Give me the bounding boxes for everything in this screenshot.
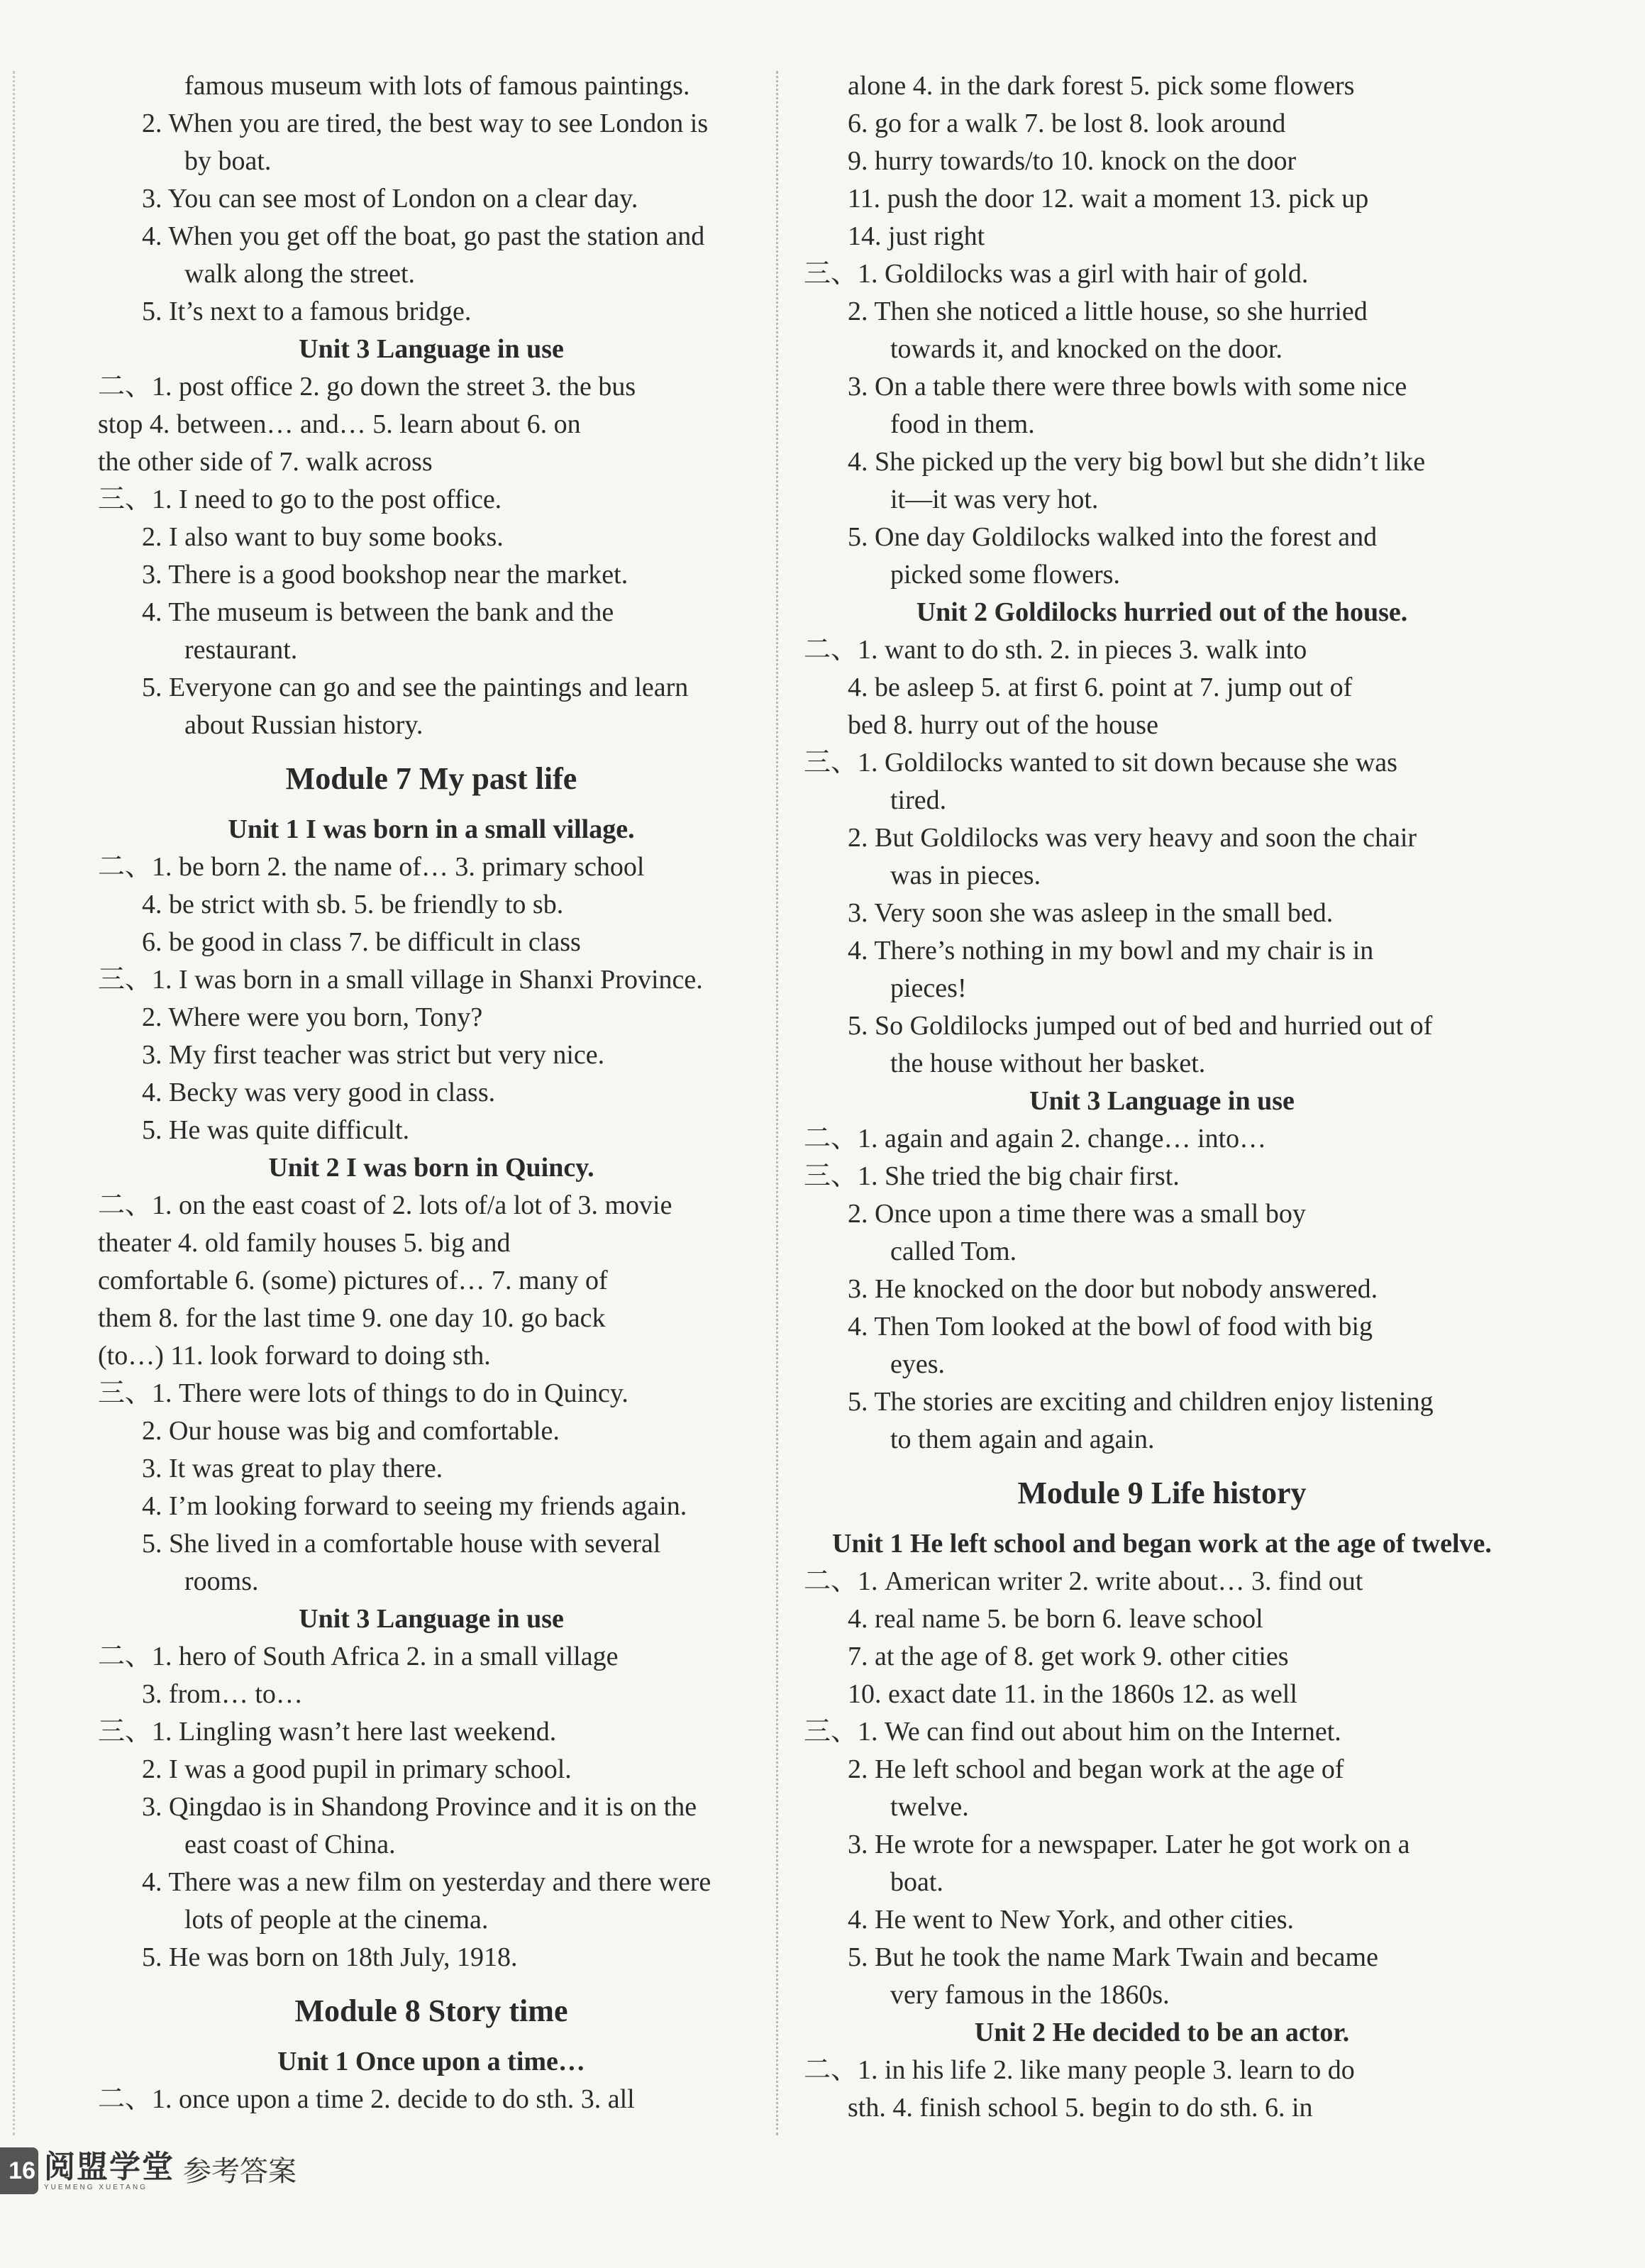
unit-heading: Unit 1 I was born in a small village. [228,814,635,844]
answer-line: 4. There’s nothing in my bowl and my chair is in [848,936,1374,966]
answer-line: 2. I also want to buy some books. [142,522,504,552]
answer-line: restaurant. [184,635,298,665]
answer-line: 3. Very soon she was asleep in the small bed. [848,898,1334,928]
answer-line: 5. He was quite difficult. [142,1115,410,1145]
answer-line: famous museum with lots of famous paintings. [184,71,690,101]
answer-line: 3. There is a good bookshop near the market. [142,560,628,590]
answer-line: theater 4. old family houses 5. big and [98,1228,511,1258]
answer-line: 4. be asleep 5. at first 6. point at 7. jump out of [848,673,1353,702]
answer-line: 7. at the age of 8. get work 9. other cities [848,1642,1289,1671]
answer-line: 2. When you are tired, the best way to see London is [142,109,709,138]
answer-line: 5. He was born on 18th July, 1918. [142,1942,518,1972]
answer-line: 5. Everyone can go and see the paintings and learn [142,673,689,702]
page-edge-dotted-line [13,71,15,2135]
answer-line: sth. 4. finish school 5. begin to do sth. 6. in [848,2093,1313,2123]
answer-line: 4. be strict with sb. 5. be friendly to sb. [142,890,564,919]
answer-line: boat. [890,1867,943,1897]
answer-line: about Russian history. [184,710,423,740]
brand-name: 阅盟学堂 [44,2148,175,2185]
answer-line: lots of people at the cinema. [184,1905,489,1935]
answer-line: 三、1. She tried the big chair first. [804,1161,1180,1191]
answer-line: 3. You can see most of London on a clear day. [142,184,638,214]
answer-line: 2. Once upon a time there was a small boy [848,1199,1306,1229]
answer-line: 三、1. We can find out about him on the Internet. [804,1717,1341,1747]
answer-line: was in pieces. [890,861,1041,890]
unit-heading: Unit 2 I was born in Quincy. [268,1153,594,1183]
answer-line: 3. He wrote for a newspaper. Later he got work on a [848,1830,1410,1859]
unit-heading: Unit 2 He decided to be an actor. [974,2018,1350,2047]
answer-line: food in them. [890,409,1035,439]
module-heading: Module 8 Story time [294,1993,568,2028]
answer-line: 3. On a table there were three bowls with some nice [848,372,1407,402]
answer-line: very famous in the 1860s. [890,1980,1170,2010]
answer-line: the house without her basket. [890,1049,1206,1078]
answer-line: 三、1. Goldilocks wanted to sit down because she was [804,748,1397,778]
answer-line: alone 4. in the dark forest 5. pick some flowers [848,71,1355,101]
answer-line: 2. Then she noticed a little house, so she hurried [848,297,1368,326]
answer-line: the other side of 7. walk across [98,447,433,477]
answer-line: pieces! [890,973,967,1003]
unit-heading: Unit 3 Language in use [299,1604,564,1634]
right-column [804,67,1520,2127]
answer-line: 5. But he took the name Mark Twain and became [848,1942,1378,1972]
answer-line: 5. She lived in a comfortable house with several [142,1529,661,1559]
answer-line: stop 4. between… and… 5. learn about 6. on [98,409,581,439]
answer-line: 9. hurry towards/to 10. knock on the door [848,146,1297,176]
answer-line: 5. It’s next to a famous bridge. [142,297,472,326]
answer-line: 三、1. I need to go to the post office. [98,485,502,514]
brand-pinyin: YUEMENG XUETANG [44,2183,148,2191]
answer-line: 11. push the door 12. wait a moment 13. pick up [848,184,1369,214]
answer-line: (to…) 11. look forward to doing sth. [98,1341,491,1371]
answer-line: 二、1. want to do sth. 2. in pieces 3. walk into [804,635,1307,665]
answer-line: 6. go for a walk 7. be lost 8. look around [848,109,1286,138]
module-heading: Module 7 My past life [285,761,577,796]
answer-line: 5. So Goldilocks jumped out of bed and hurried out of [848,1011,1433,1041]
answer-line: 三、1. Lingling wasn’t here last weekend. [98,1717,557,1747]
page-footer [0,2142,426,2199]
answer-line: 4. There was a new film on yesterday and there were [142,1867,711,1897]
answer-line: 3. He knocked on the door but nobody answered. [848,1274,1378,1304]
answer-line: rooms. [184,1566,259,1596]
answer-line: eyes. [890,1349,946,1379]
answer-line: walk along the street. [184,259,416,289]
unit-heading: Unit 3 Language in use [299,334,564,364]
answer-line: 4. He went to New York, and other cities. [848,1905,1295,1935]
unit-heading: Unit 2 Goldilocks hurried out of the house. [916,597,1408,627]
module-heading: Module 9 Life history [1017,1476,1307,1510]
unit-heading: Unit 1 Once upon a time… [277,2047,585,2076]
answer-line: 二、1. once upon a time 2. decide to do sth. 3. all [98,2084,635,2114]
answer-line: 二、1. post office 2. go down the street 3. the bus [98,372,636,402]
unit-heading: Unit 1 He left school and began work at the age of twelve. [832,1529,1492,1559]
answer-line: them 8. for the last time 9. one day 10. go back [98,1303,606,1333]
answer-line: 4. When you get off the boat, go past the station and [142,221,705,251]
answer-line: 3. Qingdao is in Shandong Province and it is on the [142,1792,697,1822]
answer-line: 3. It was great to play there. [142,1454,443,1483]
answer-line: bed 8. hurry out of the house [848,710,1158,740]
page-number: 16 [0,2147,38,2194]
answer-line: 4. The museum is between the bank and the [142,597,614,627]
answer-line: 3. My first teacher was strict but very nice. [142,1040,605,1070]
answer-line: called Tom. [890,1237,1017,1266]
answer-line: 14. just right [848,221,985,251]
answer-line: tired. [890,785,947,815]
brand-logo [44,2148,175,2191]
answer-line: 二、1. on the east coast of 2. lots of/a lot of 3. movie [98,1190,672,1220]
answer-line: 2. But Goldilocks was very heavy and soon the chair [848,823,1417,853]
answer-line: 2. Our house was big and comfortable. [142,1416,560,1446]
answer-line: 二、1. hero of South Africa 2. in a small village [98,1642,619,1671]
answer-line: by boat. [184,146,272,176]
answer-line: 二、1. again and again 2. change… into… [804,1124,1267,1154]
answer-line: 4. real name 5. be born 6. leave school [848,1604,1263,1634]
answer-line: towards it, and knocked on the door. [890,334,1283,364]
answer-line: to them again and again. [890,1425,1155,1454]
answer-line: it—it was very hot. [890,485,1099,514]
answer-line: 2. He left school and began work at the age of [848,1754,1344,1784]
answer-line: 6. be good in class 7. be difficult in class [142,927,581,957]
answer-line: 三、1. There were lots of things to do in Quincy. [98,1378,628,1408]
answer-line: 10. exact date 11. in the 1860s 12. as well [848,1679,1297,1709]
column-divider [776,71,778,2135]
answer-line: picked some flowers. [890,560,1120,590]
answer-line: 2. Where were you born, Tony? [142,1002,483,1032]
answer-line: 5. The stories are exciting and children enjoy listening [848,1387,1434,1417]
answer-line: east coast of China. [184,1830,396,1859]
answer-line: 三、1. Goldilocks was a girl with hair of gold. [804,259,1309,289]
answer-line: twelve. [890,1792,969,1822]
answer-line: 三、1. I was born in a small village in Shanxi Province. [98,965,703,995]
answer-line: 二、1. American writer 2. write about… 3. find out [804,1566,1363,1596]
answer-line: 4. Then Tom looked at the bowl of food with big [848,1312,1373,1342]
answer-line: 二、1. be born 2. the name of… 3. primary school [98,852,645,882]
answer-line: comfortable 6. (some) pictures of… 7. many of [98,1266,608,1295]
left-column [98,67,765,2118]
unit-heading: Unit 3 Language in use [1029,1086,1295,1116]
answer-line: 4. She picked up the very big bowl but she didn’t like [848,447,1426,477]
answer-line: 二、1. in his life 2. like many people 3. learn to do [804,2055,1355,2085]
answer-line: 5. One day Goldilocks walked into the forest and [848,522,1378,552]
answer-line: 2. I was a good pupil in primary school. [142,1754,572,1784]
answer-line: 4. I’m looking forward to seeing my friends again. [142,1491,687,1521]
answer-key-label: 参考答案 [183,2154,297,2188]
answer-line: 3. from… to… [142,1679,303,1709]
answer-line: 4. Becky was very good in class. [142,1078,496,1107]
